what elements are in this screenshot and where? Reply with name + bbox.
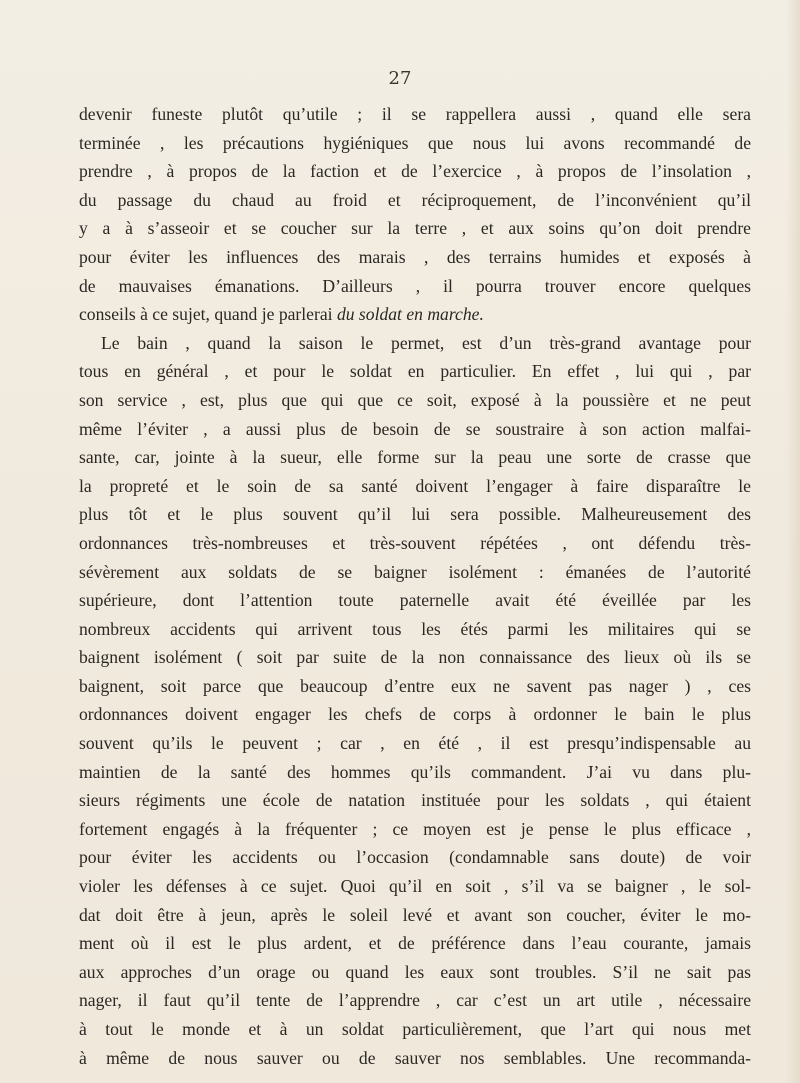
italic-phrase: du soldat en marche. <box>336 304 484 325</box>
text-line: ordonnances doivent engager les chefs de corps à ordonner le bain le plus <box>79 704 751 725</box>
text-line: plus tôt et le plus souvent qu’il lui sera possible. Malheureusement des <box>79 504 751 525</box>
text-line: violer les défenses à ce sujet. Quoi qu’il en soit , s’il va se baigner , le sol- <box>79 876 751 897</box>
text-line: prendre , à propos de la faction et de l’exercice , à propos de l’insolation , <box>79 161 751 182</box>
text-line: ordonnances très-nombreuses et très-souvent répétées , ont défendu très- <box>79 532 751 553</box>
text-line: fortement engagés à la fréquenter ; ce moyen est je pense le plus efficace , <box>79 818 751 839</box>
text-line: supérieure, dont l’attention toute paternelle avait été éveillée par les <box>79 590 751 611</box>
text-line: pour éviter les accidents ou l’occasion (condamnable sans doute) de voir <box>79 847 751 868</box>
text-line: aux approches d’un orage ou quand les eaux sont troubles. S’il ne sait pas <box>79 961 751 982</box>
text-line: maintien de la santé des hommes qu’ils commandent. J’ai vu dans plu- <box>79 761 751 782</box>
text-line: la propreté et le soin de sa santé doivent l’engager à faire disparaître le <box>79 475 751 496</box>
page-edge-shadow <box>786 0 800 1083</box>
text-line: à même de nous sauver ou de sauver nos semblables. Une recommanda- <box>79 1047 751 1068</box>
text-line: dat doit être à jeun, après le soleil levé et avant son coucher, éviter le mo- <box>79 904 751 925</box>
text-line: baignent, soit parce que beaucoup d’entre eux ne savent pas nager ) , ces <box>79 675 751 696</box>
text-line: même l’éviter , a aussi plus de besoin de se soustraire à son action malfai- <box>79 418 751 439</box>
text-line: pour éviter les influences des marais , des terrains humides et exposés à <box>79 246 751 267</box>
text-line: baignent isolément ( soit par suite de la non connaissance des lieux où ils se <box>79 647 751 668</box>
text-line: ment où il est le plus ardent, et de préférence dans l’eau courante, jamais <box>79 933 751 954</box>
text-line: souvent qu’ils le peuvent ; car , en été , il est presqu’indispensable au <box>79 733 751 754</box>
text-line: à tout le monde et à un soldat particulièrement, que l’art qui nous met <box>79 1019 751 1039</box>
text-line: y a à s’asseoir et se coucher sur la terre , et aux soins qu’on doit prendre <box>79 218 751 239</box>
text-line: nager, il faut qu’il tente de l’apprendre , car c’est un art utile , nécessaire <box>79 990 751 1011</box>
text-line: son service , est, plus que qui que ce soit, exposé à la poussière et ne peut <box>79 389 751 410</box>
text-line: sieurs régiments une école de natation instituée pour les soldats , qui étaient <box>79 790 751 811</box>
text-line: de mauvaises émanations. D’ailleurs , il pourra trouver encore quelques <box>79 275 751 296</box>
text-line: sévèrement aux soldats de se baigner isolément : émanées de l’autorité <box>79 561 751 582</box>
text-line: tous en général , et pour le soldat en particulier. En effet , lui qui , par <box>79 361 751 382</box>
body-text <box>79 100 751 1072</box>
text-line-paragraph-start: Le bain , quand la saison le permet, est d’un très-grand avantage pour <box>101 332 751 353</box>
text-line: du passage du chaud au froid et réciproquement, de l’inconvénient qu’il <box>79 189 751 210</box>
text-line: nombreux accidents qui arrivent tous les étés parmi les militaires qui se <box>79 618 751 639</box>
text-line: devenir funeste plutôt qu’utile ; il se rappellera aussi , quand elle sera <box>79 104 751 124</box>
line-text: conseils à ce sujet, quand je parlerai <box>79 304 337 325</box>
text-line-paragraph-end <box>79 300 751 329</box>
text-line: terminée , les précautions hygiéniques que nous lui avons recommandé de <box>79 132 751 153</box>
text-line: sante, car, jointe à la sueur, elle forme sur la peau une sorte de crasse que <box>79 447 751 468</box>
page-number: 27 <box>388 68 412 89</box>
